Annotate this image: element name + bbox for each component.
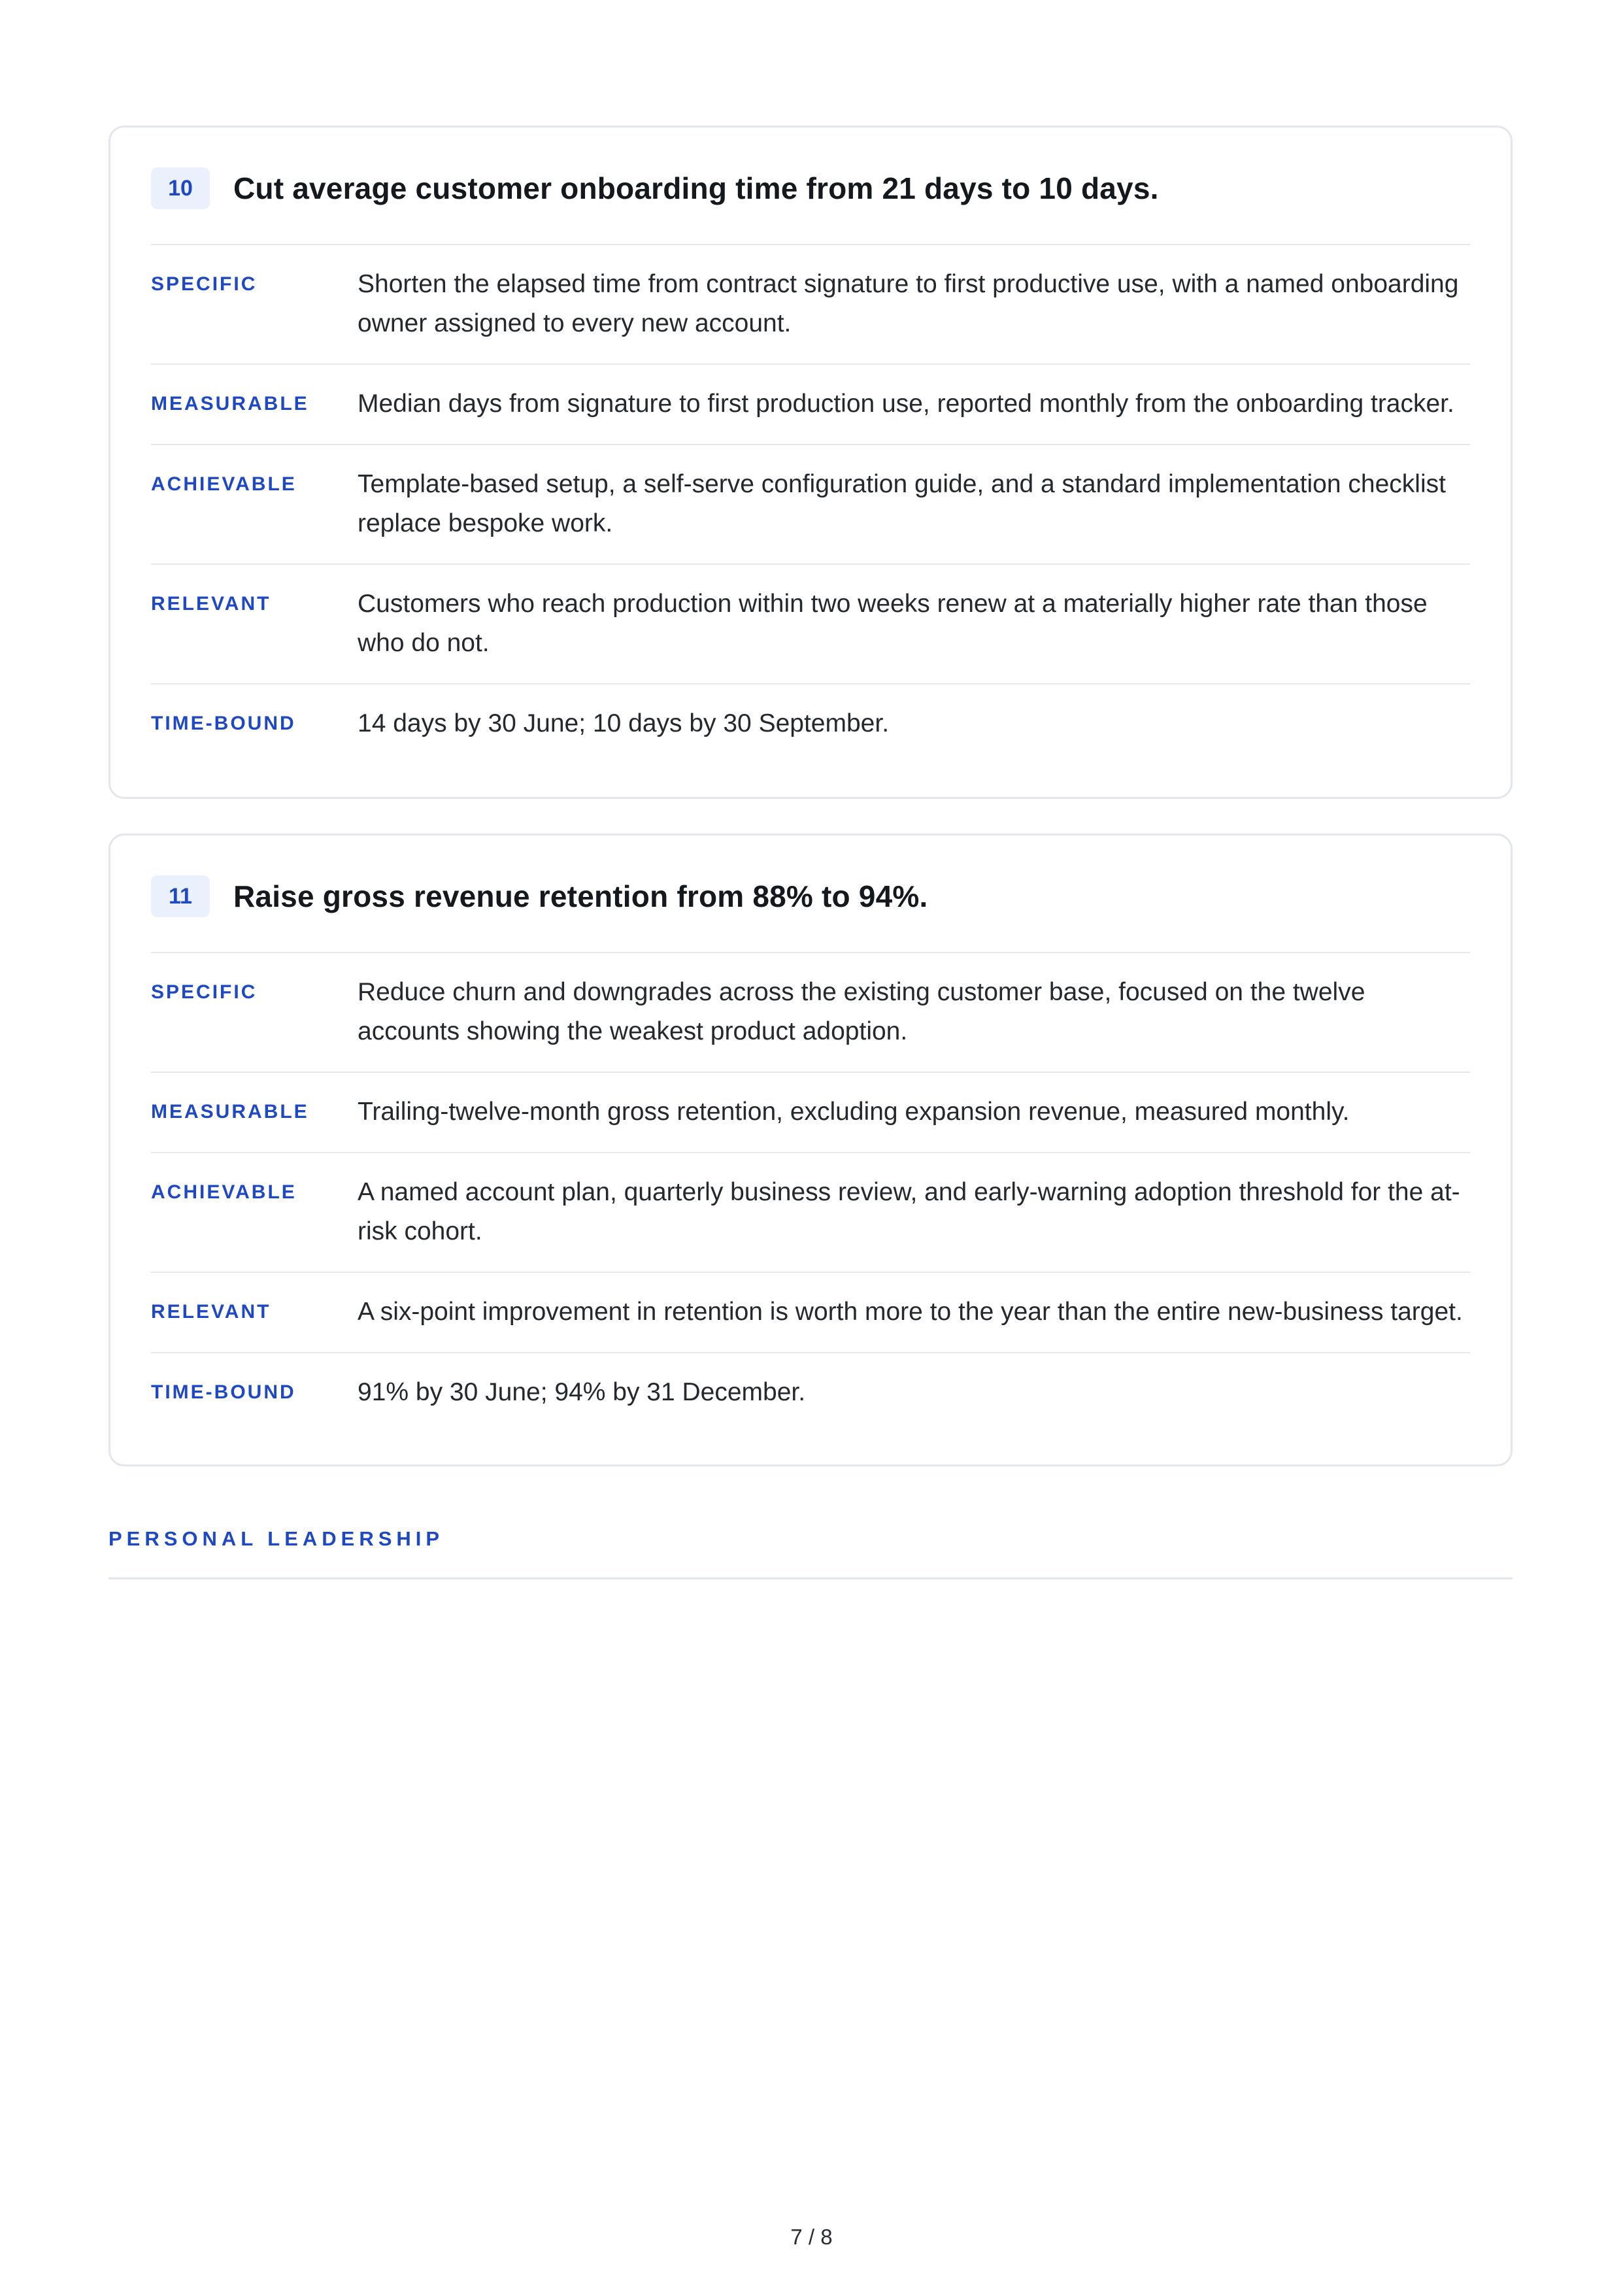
- criteria-row-time-bound: [151, 684, 1470, 764]
- goal-number-badge: 10: [151, 167, 210, 209]
- criteria-label: TIME-BOUND: [151, 713, 296, 734]
- goal-title: Raise gross revenue retention from 88% to 94%.: [233, 879, 928, 913]
- criteria-text: Median days from signature to first production use, reported monthly from the onboarding tracker.: [358, 390, 1454, 418]
- goal-header: [151, 841, 1470, 953]
- section-heading: PERSONAL LEADERSHIP: [109, 1527, 1513, 1579]
- goal-card-10: [109, 126, 1513, 799]
- criteria-label: ACHIEVABLE: [151, 1181, 297, 1203]
- goal-number-badge: 11: [151, 875, 210, 917]
- goal-card-11: [109, 834, 1513, 1466]
- criteria-label: ACHIEVABLE: [151, 473, 297, 495]
- criteria-text: Reduce churn and downgrades across the existing customer base, focused on the twelve accounts showing the weakest product adoption.: [358, 978, 1365, 1045]
- criteria-label: TIME-BOUND: [151, 1381, 296, 1403]
- criteria-label: SPECIFIC: [151, 981, 258, 1003]
- criteria-label: SPECIFIC: [151, 273, 258, 295]
- criteria-text: Trailing-twelve-month gross retention, excluding expansion revenue, measured monthly.: [358, 1098, 1350, 1126]
- goal-title: Cut average customer onboarding time from 21 days to 10 days.: [233, 171, 1159, 205]
- criteria-text: Shorten the elapsed time from contract signature to first productive use, with a named onboarding owner assigned to every new account.: [358, 270, 1459, 337]
- criteria-row-relevant: [151, 565, 1470, 684]
- page-number: 7 / 8: [790, 2225, 833, 2249]
- criteria-text: 91% by 30 June; 94% by 31 December.: [358, 1378, 806, 1406]
- goal-header: [151, 133, 1470, 245]
- criteria-text: 14 days by 30 June; 10 days by 30 September.: [358, 709, 890, 737]
- criteria-row-measurable: [151, 365, 1470, 445]
- criteria-text: A named account plan, quarterly business review, and early-warning adoption threshold for the at-risk cohort.: [358, 1178, 1460, 1245]
- criteria-text: Customers who reach production within two weeks renew at a materially higher rate than those who do not.: [358, 590, 1428, 657]
- criteria-label: MEASURABLE: [151, 1101, 309, 1123]
- criteria-text: Template-based setup, a self-serve configuration guide, and a standard implementation checklist replace bespoke work.: [358, 470, 1446, 537]
- criteria-row-measurable: [151, 1073, 1470, 1153]
- criteria-row-specific: [151, 245, 1470, 365]
- criteria-row-achievable: [151, 445, 1470, 565]
- criteria-row-relevant: [151, 1273, 1470, 1353]
- criteria-text: A six-point improvement in retention is worth more to the year than the entire new-business target.: [358, 1298, 1463, 1326]
- criteria-row-specific: [151, 953, 1470, 1073]
- criteria-label: MEASURABLE: [151, 393, 309, 414]
- criteria-label: RELEVANT: [151, 593, 271, 615]
- criteria-label: RELEVANT: [151, 1301, 271, 1323]
- criteria-row-time-bound: [151, 1353, 1470, 1432]
- criteria-row-achievable: [151, 1153, 1470, 1273]
